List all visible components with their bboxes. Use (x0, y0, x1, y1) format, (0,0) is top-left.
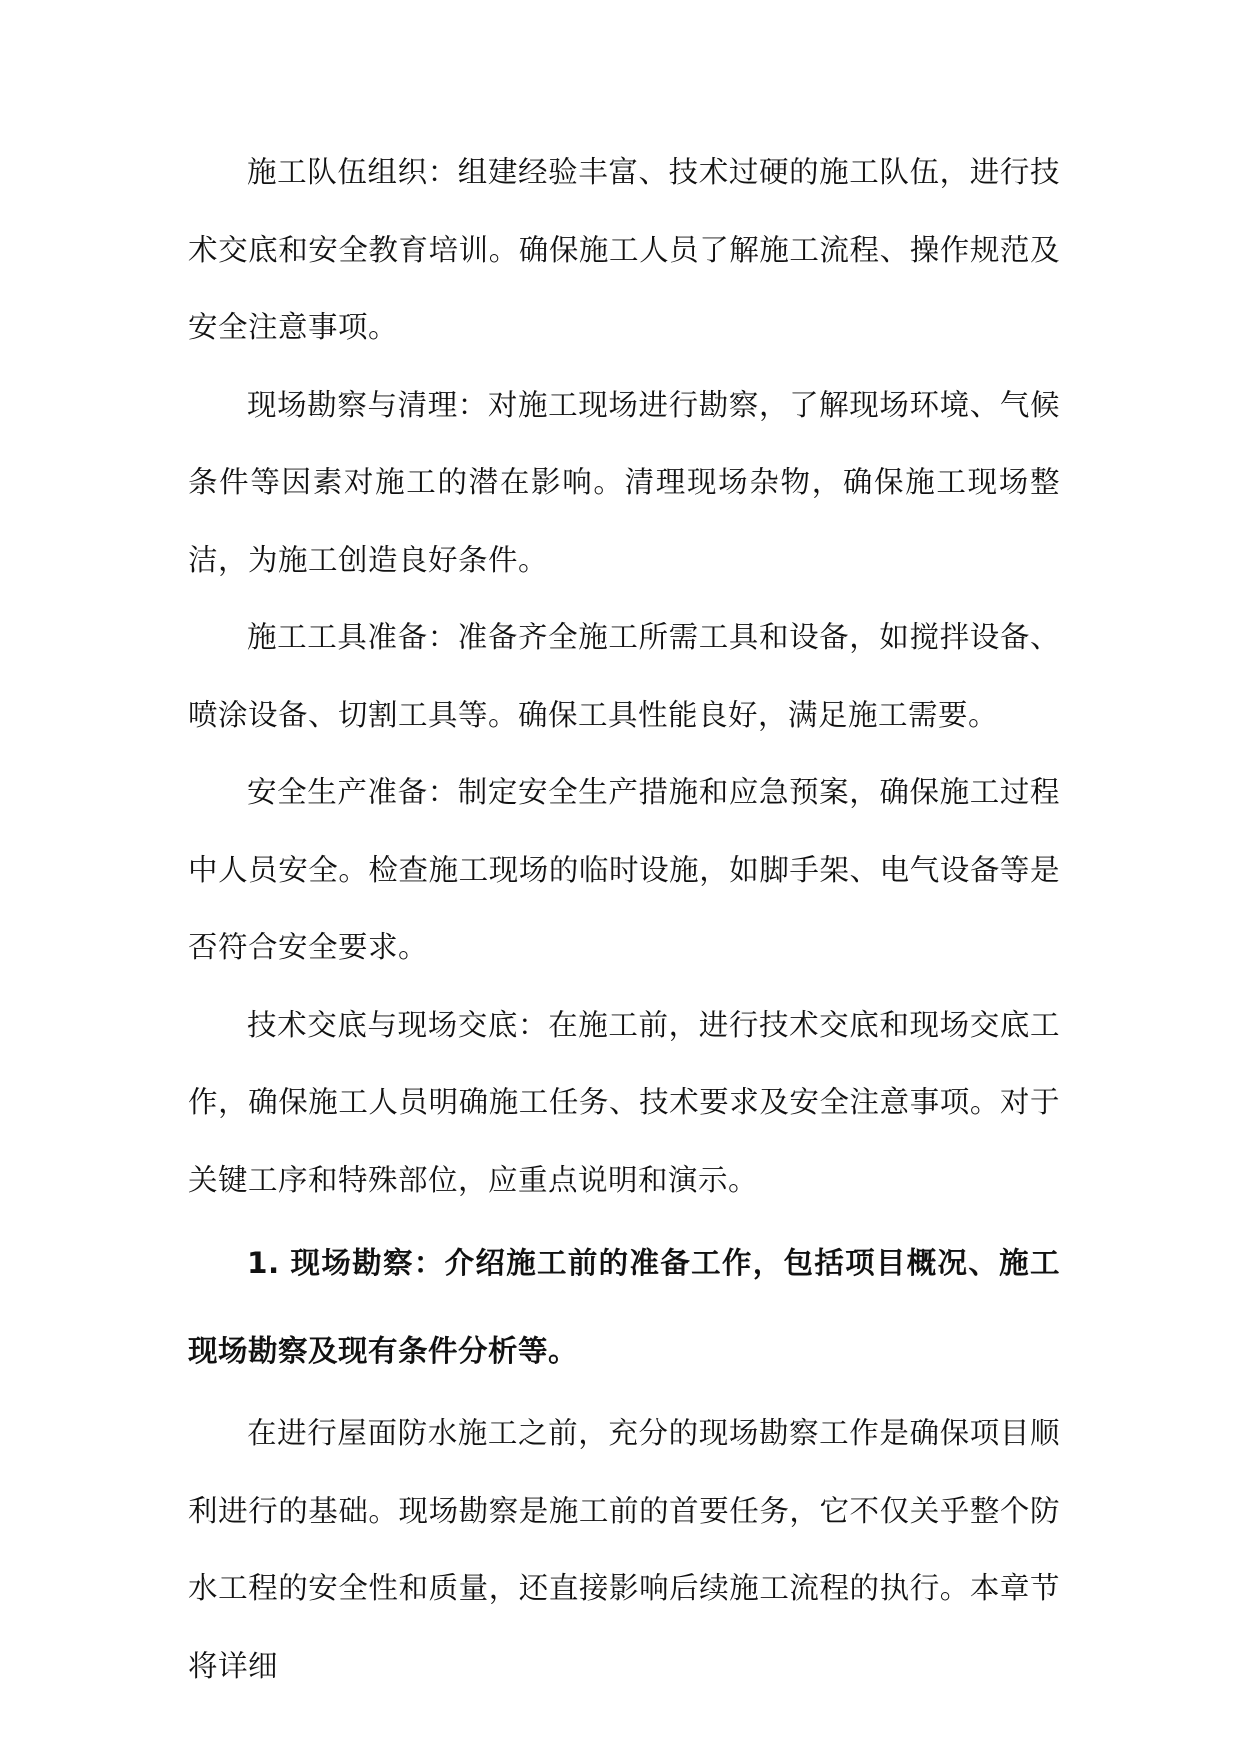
section-title: 现场勘察：介绍施工前的准备工作，包括项目概况、施工现场勘察及现有条件分析等。 (188, 1246, 1060, 1368)
paragraph-survey-intro: 在进行屋面防水施工之前，充分的现场勘察工作是确保项目顺利进行的基础。现场勘察是施工前的首要任务，它不仅关乎整个防水工程的安全性和质量，还直接影响后续施工流程的执行。本章节将详细 (188, 1416, 1060, 1683)
section-number: 1. (247, 1246, 280, 1280)
paragraph-tool-preparation: 施工工具准备：准备齐全施工所需工具和设备，如搅拌设备、喷涂设备、切割工具等。确保工具性能良好，满足施工需要。 (188, 620, 1060, 732)
paragraph-site-survey-cleanup: 现场勘察与清理：对施工现场进行勘察，了解现场环境、气候条件等因素对施工的潜在影响。清理现场杂物，确保施工现场整洁，为施工创造良好条件。 (188, 387, 1060, 577)
paragraph-technical-briefing: 技术交底与现场交底：在施工前，进行技术交底和现场交底工作，确保施工人员明确施工任务、技术要求及安全注意事项。对于关键工序和特殊部位，应重点说明和演示。 (188, 1007, 1060, 1197)
section-heading (188, 1219, 1060, 1395)
paragraph-safety-preparation: 安全生产准备：制定安全生产措施和应急预案，确保施工过程中人员安全。检查施工现场的临时设施，如脚手架、电气设备等是否符合安全要求。 (188, 775, 1060, 964)
paragraph-team-organization: 施工队伍组织：组建经验丰富、技术过硬的施工队伍，进行技术交底和安全教育培训。确保施工人员了解施工流程、操作规范及安全注意事项。 (188, 155, 1060, 344)
document-body (188, 134, 1060, 1705)
